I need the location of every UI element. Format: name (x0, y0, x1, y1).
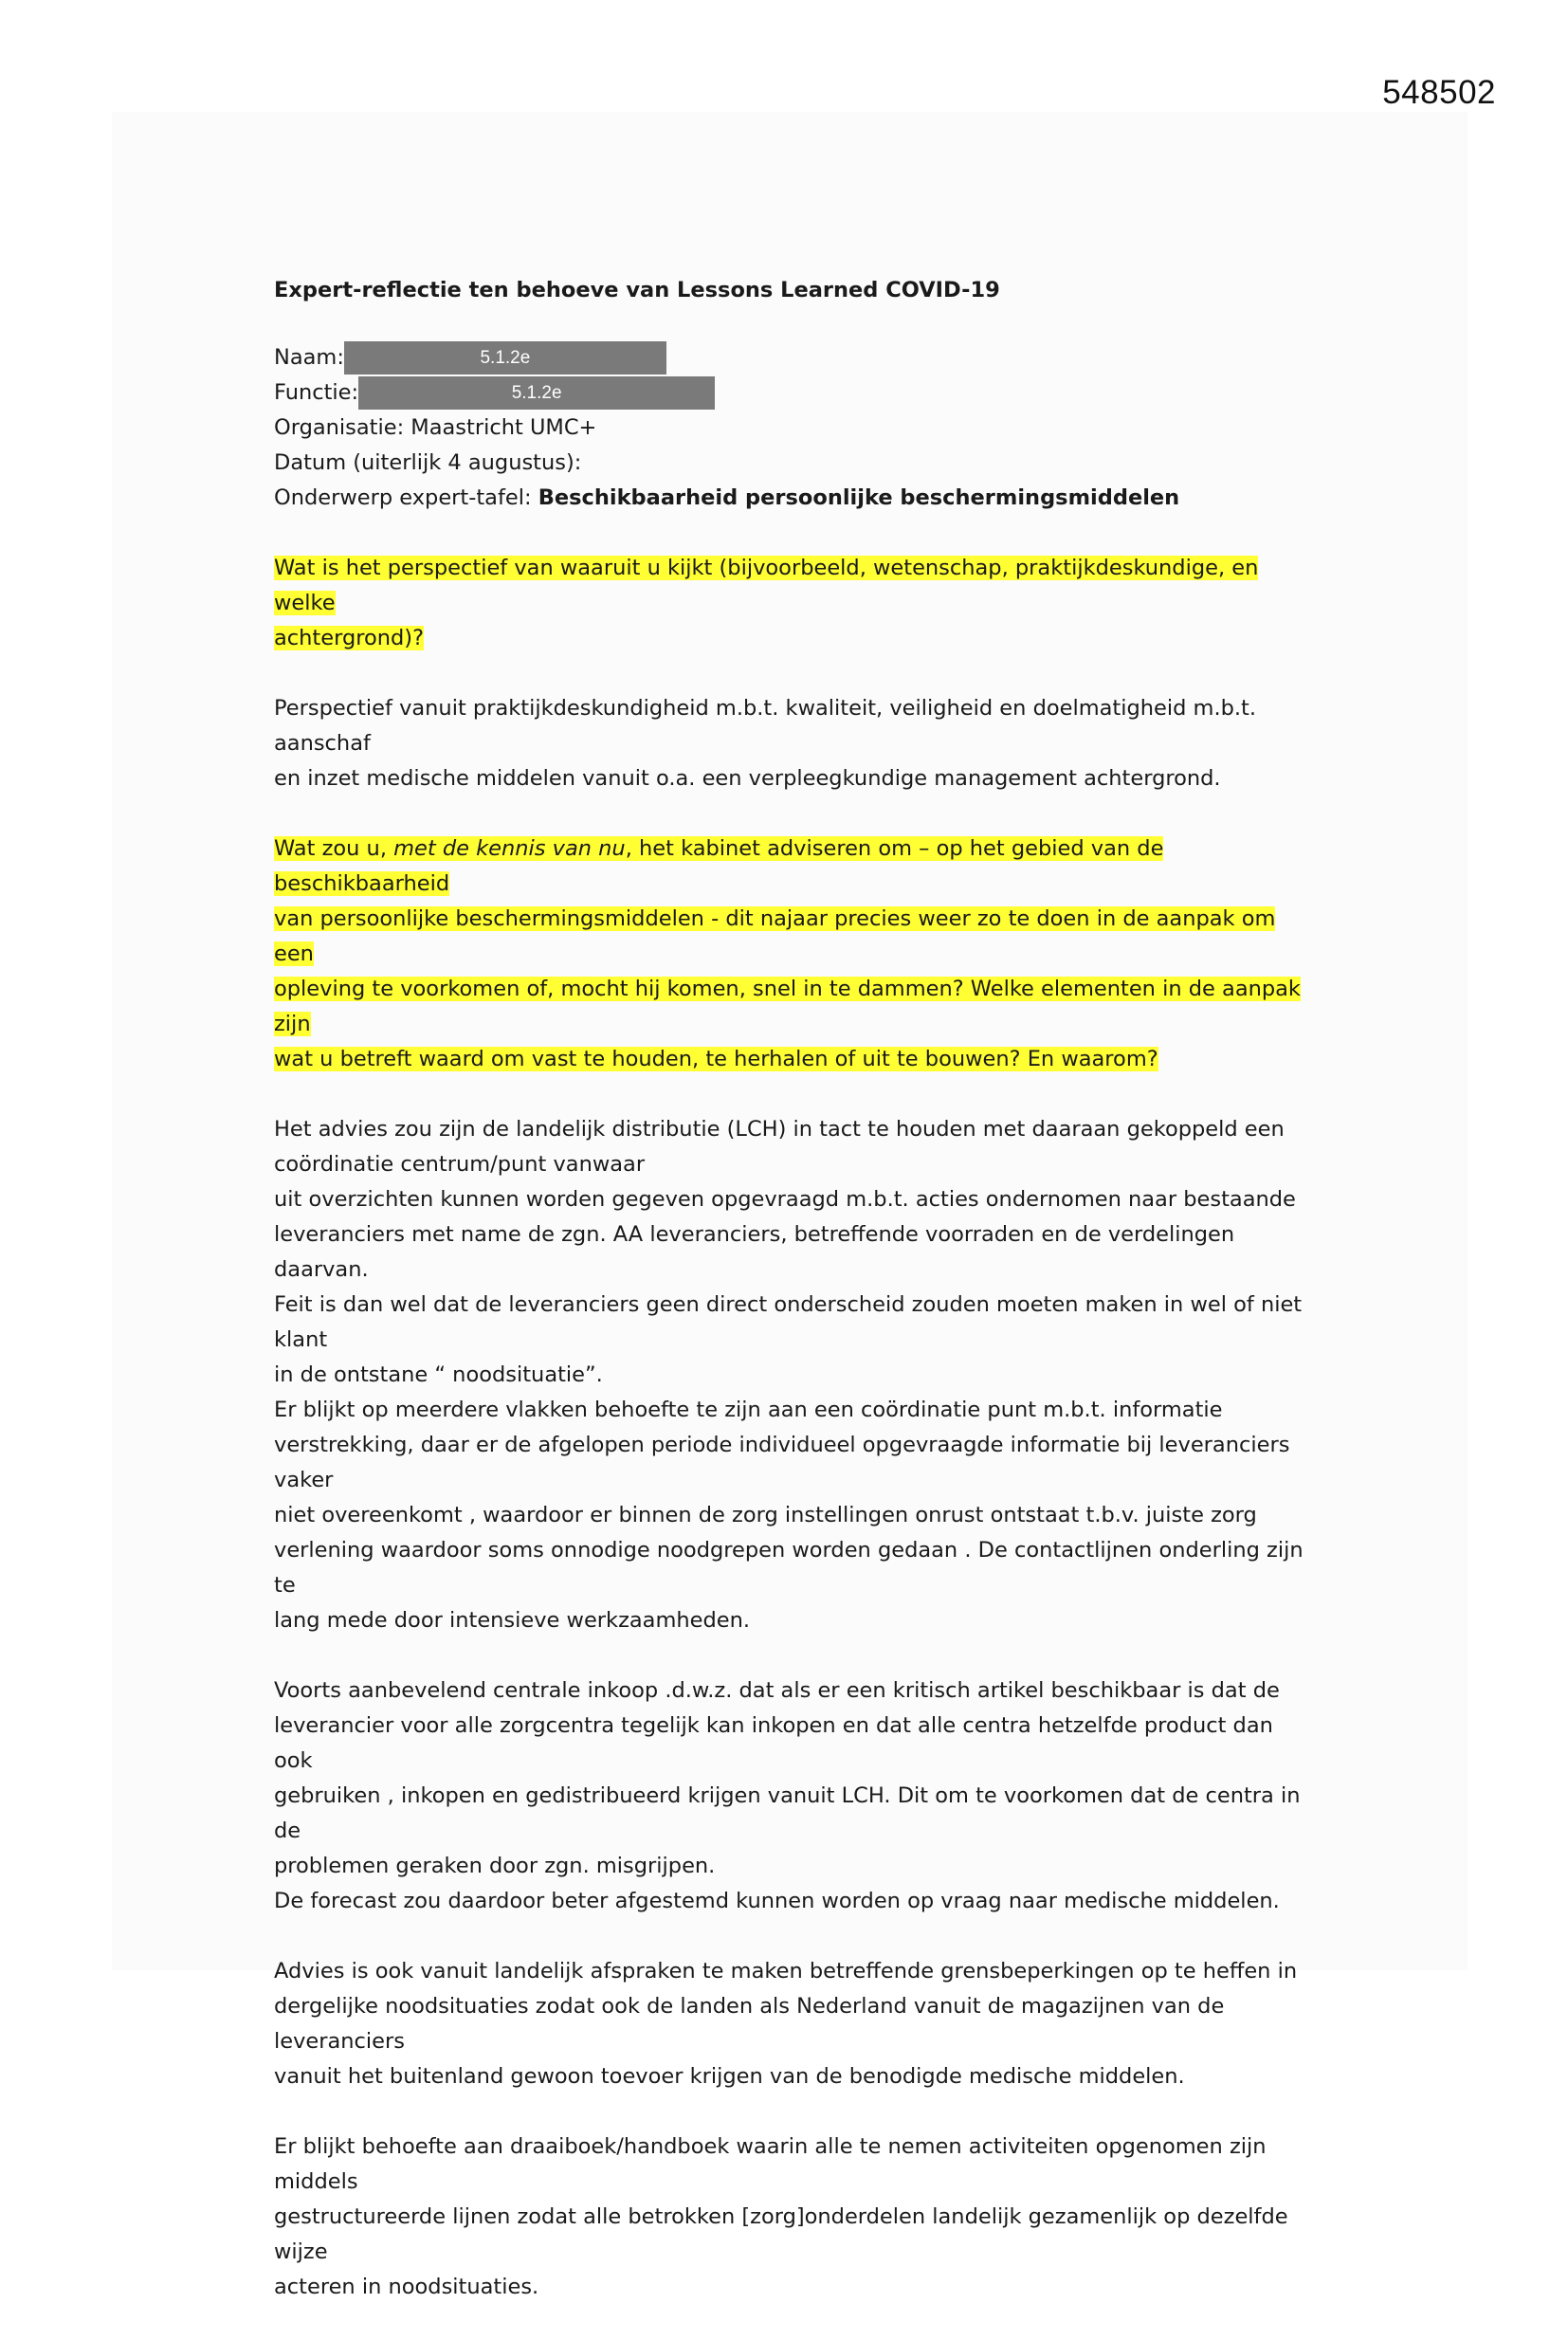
question-1 (274, 551, 1317, 656)
naam-label: Naam: (274, 345, 344, 370)
answer-line: uit overzichten kunnen worden gegeven opgevraagd m.b.t. acties ondernomen naar bestaande (274, 1187, 1296, 1212)
answer-line: niet overeenkomt , waardoor er binnen de zorg instellingen onrust ontstaat t.b.v. juiste zorg (274, 1503, 1257, 1527)
answer-line: De forecast zou daardoor beter afgestemd kunnen worden op vraag naar medische middelen. (274, 1889, 1280, 1913)
answer-2-paragraph-3 (274, 1954, 1317, 2094)
organisatie-line: Organisatie: Maastricht UMC+ (274, 415, 597, 440)
answer-line: vanuit het buitenland gewoon toevoer krijgen van de benodigde medische middelen. (274, 2064, 1185, 2089)
question-1-line-1: Wat is het perspectief van waaruit u kijkt (bijvoorbeeld, wetenschap, praktijkdeskundige, en welke (274, 556, 1259, 615)
answer-line: Voorts aanbevelend centrale inkoop .d.w.z. dat als er een kritisch artikel beschikbaar is dat de (274, 1678, 1280, 1703)
answer-line: coördinatie centrum/punt vanwaar (274, 1152, 646, 1177)
question-2-line-4: wat u betreft waard om vast te houden, te herhalen of uit te bouwen? En waarom? (274, 1047, 1158, 1071)
answer-1-line-2: en inzet medische middelen vanuit o.a. een verpleegkundige management achtergrond. (274, 766, 1221, 791)
answer-line: Feit is dan wel dat de leveranciers geen direct onderscheid zouden moeten maken in wel of niet klant (274, 1292, 1303, 1352)
answer-1-line-1: Perspectief vanuit praktijkdeskundigheid m.b.t. kwaliteit, veiligheid en doelmatigheid m.b.t. aanschaf (274, 696, 1257, 756)
question-2-line-2: van persoonlijke beschermingsmiddelen - dit najaar precies weer zo te doen in de aanpak om een (274, 906, 1276, 966)
answer-line: gestructureerde lijnen zodat alle betrokken [zorg]onderdelen landelijk gezamenlijk op dezelfde wijze (274, 2204, 1288, 2264)
question-2 (274, 832, 1317, 1077)
document-number: 548502 (1382, 74, 1496, 111)
functie-redaction: 5.1.2e (358, 376, 715, 410)
question-2-line-3: opleving te voorkomen of, mocht hij komen, snel in te dammen? Welke elementen in de aanpak zijn (274, 977, 1301, 1036)
onderwerp-label: Onderwerp expert-tafel: (274, 485, 538, 510)
answer-line: Er blijkt behoefte aan draaiboek/handboek waarin alle te nemen activiteiten opgenomen zijn middels (274, 2134, 1267, 2194)
answer-line: Het advies zou zijn de landelijk distributie (LCH) in tact te houden met daaraan gekoppeld een (274, 1117, 1285, 1142)
naam-redaction: 5.1.2e (344, 341, 666, 375)
answer-line: dergelijke noodsituaties zodat ook de landen als Nederland vanuit de magazijnen van de leveranciers (274, 1994, 1225, 2054)
question-2-line-1 (274, 836, 1163, 896)
answer-line: Advies is ook vanuit landelijk afspraken te maken betreffende grensbeperkingen op te heffen in (274, 1959, 1298, 1984)
answer-1 (274, 691, 1317, 796)
onderwerp-line (274, 481, 1317, 516)
functie-line (274, 375, 1317, 411)
onderwerp-value: Beschikbaarheid persoonlijke beschermingsmiddelen (538, 485, 1180, 510)
metadata-block (274, 340, 1317, 516)
naam-line (274, 340, 1317, 375)
answer-line: leveranciers met name de zgn. AA leveranciers, betreffende voorraden en de verdelingen daarvan. (274, 1222, 1235, 1282)
answer-line: problemen geraken door zgn. misgrijpen. (274, 1854, 716, 1878)
answer-line: in de ontstane “ noodsituatie”. (274, 1362, 603, 1387)
answer-line: gebruiken , inkopen en gedistribueerd krijgen vanuit LCH. Dit om te voorkomen dat de centra in de (274, 1783, 1301, 1843)
answer-line: verstrekking, daar er de afgelopen periode individueel opgevraagde informatie bij leveranciers vaker (274, 1433, 1290, 1492)
answer-line: lang mede door intensieve werkzaamheden. (274, 1608, 751, 1633)
answer-line: verlening waardoor soms onnodige noodgrepen worden gedaan . De contactlijnen onderling zijn te (274, 1538, 1304, 1598)
document-title: Expert-reflectie ten behoeve van Lessons Learned COVID-19 (274, 278, 1000, 302)
answer-line: Er blijkt op meerdere vlakken behoefte te zijn aan een coördinatie punt m.b.t. informatie (274, 1398, 1223, 1422)
answer-2-paragraph-4 (274, 2130, 1317, 2305)
answer-2-paragraph-1 (274, 1112, 1317, 1638)
functie-label: Functie: (274, 380, 359, 405)
answer-line: acteren in noodsituaties. (274, 2275, 539, 2299)
datum-line: Datum (uiterlijk 4 augustus): (274, 450, 582, 475)
answer-2-paragraph-2 (274, 1673, 1317, 1919)
question-1-line-2: achtergrond)? (274, 626, 425, 650)
document-body (274, 273, 1317, 2340)
question-2-italic: met de kennis van nu (393, 836, 626, 861)
answer-line: leverancier voor alle zorgcentra tegelijk kan inkopen en dat alle centra hetzelfde product dan ook (274, 1713, 1273, 1773)
question-2-line-1-end: , het kabinet adviseren om – op het gebied van de beschikbaarheid (274, 836, 1164, 896)
question-2-line-1-start: Wat zou u, (274, 836, 394, 861)
